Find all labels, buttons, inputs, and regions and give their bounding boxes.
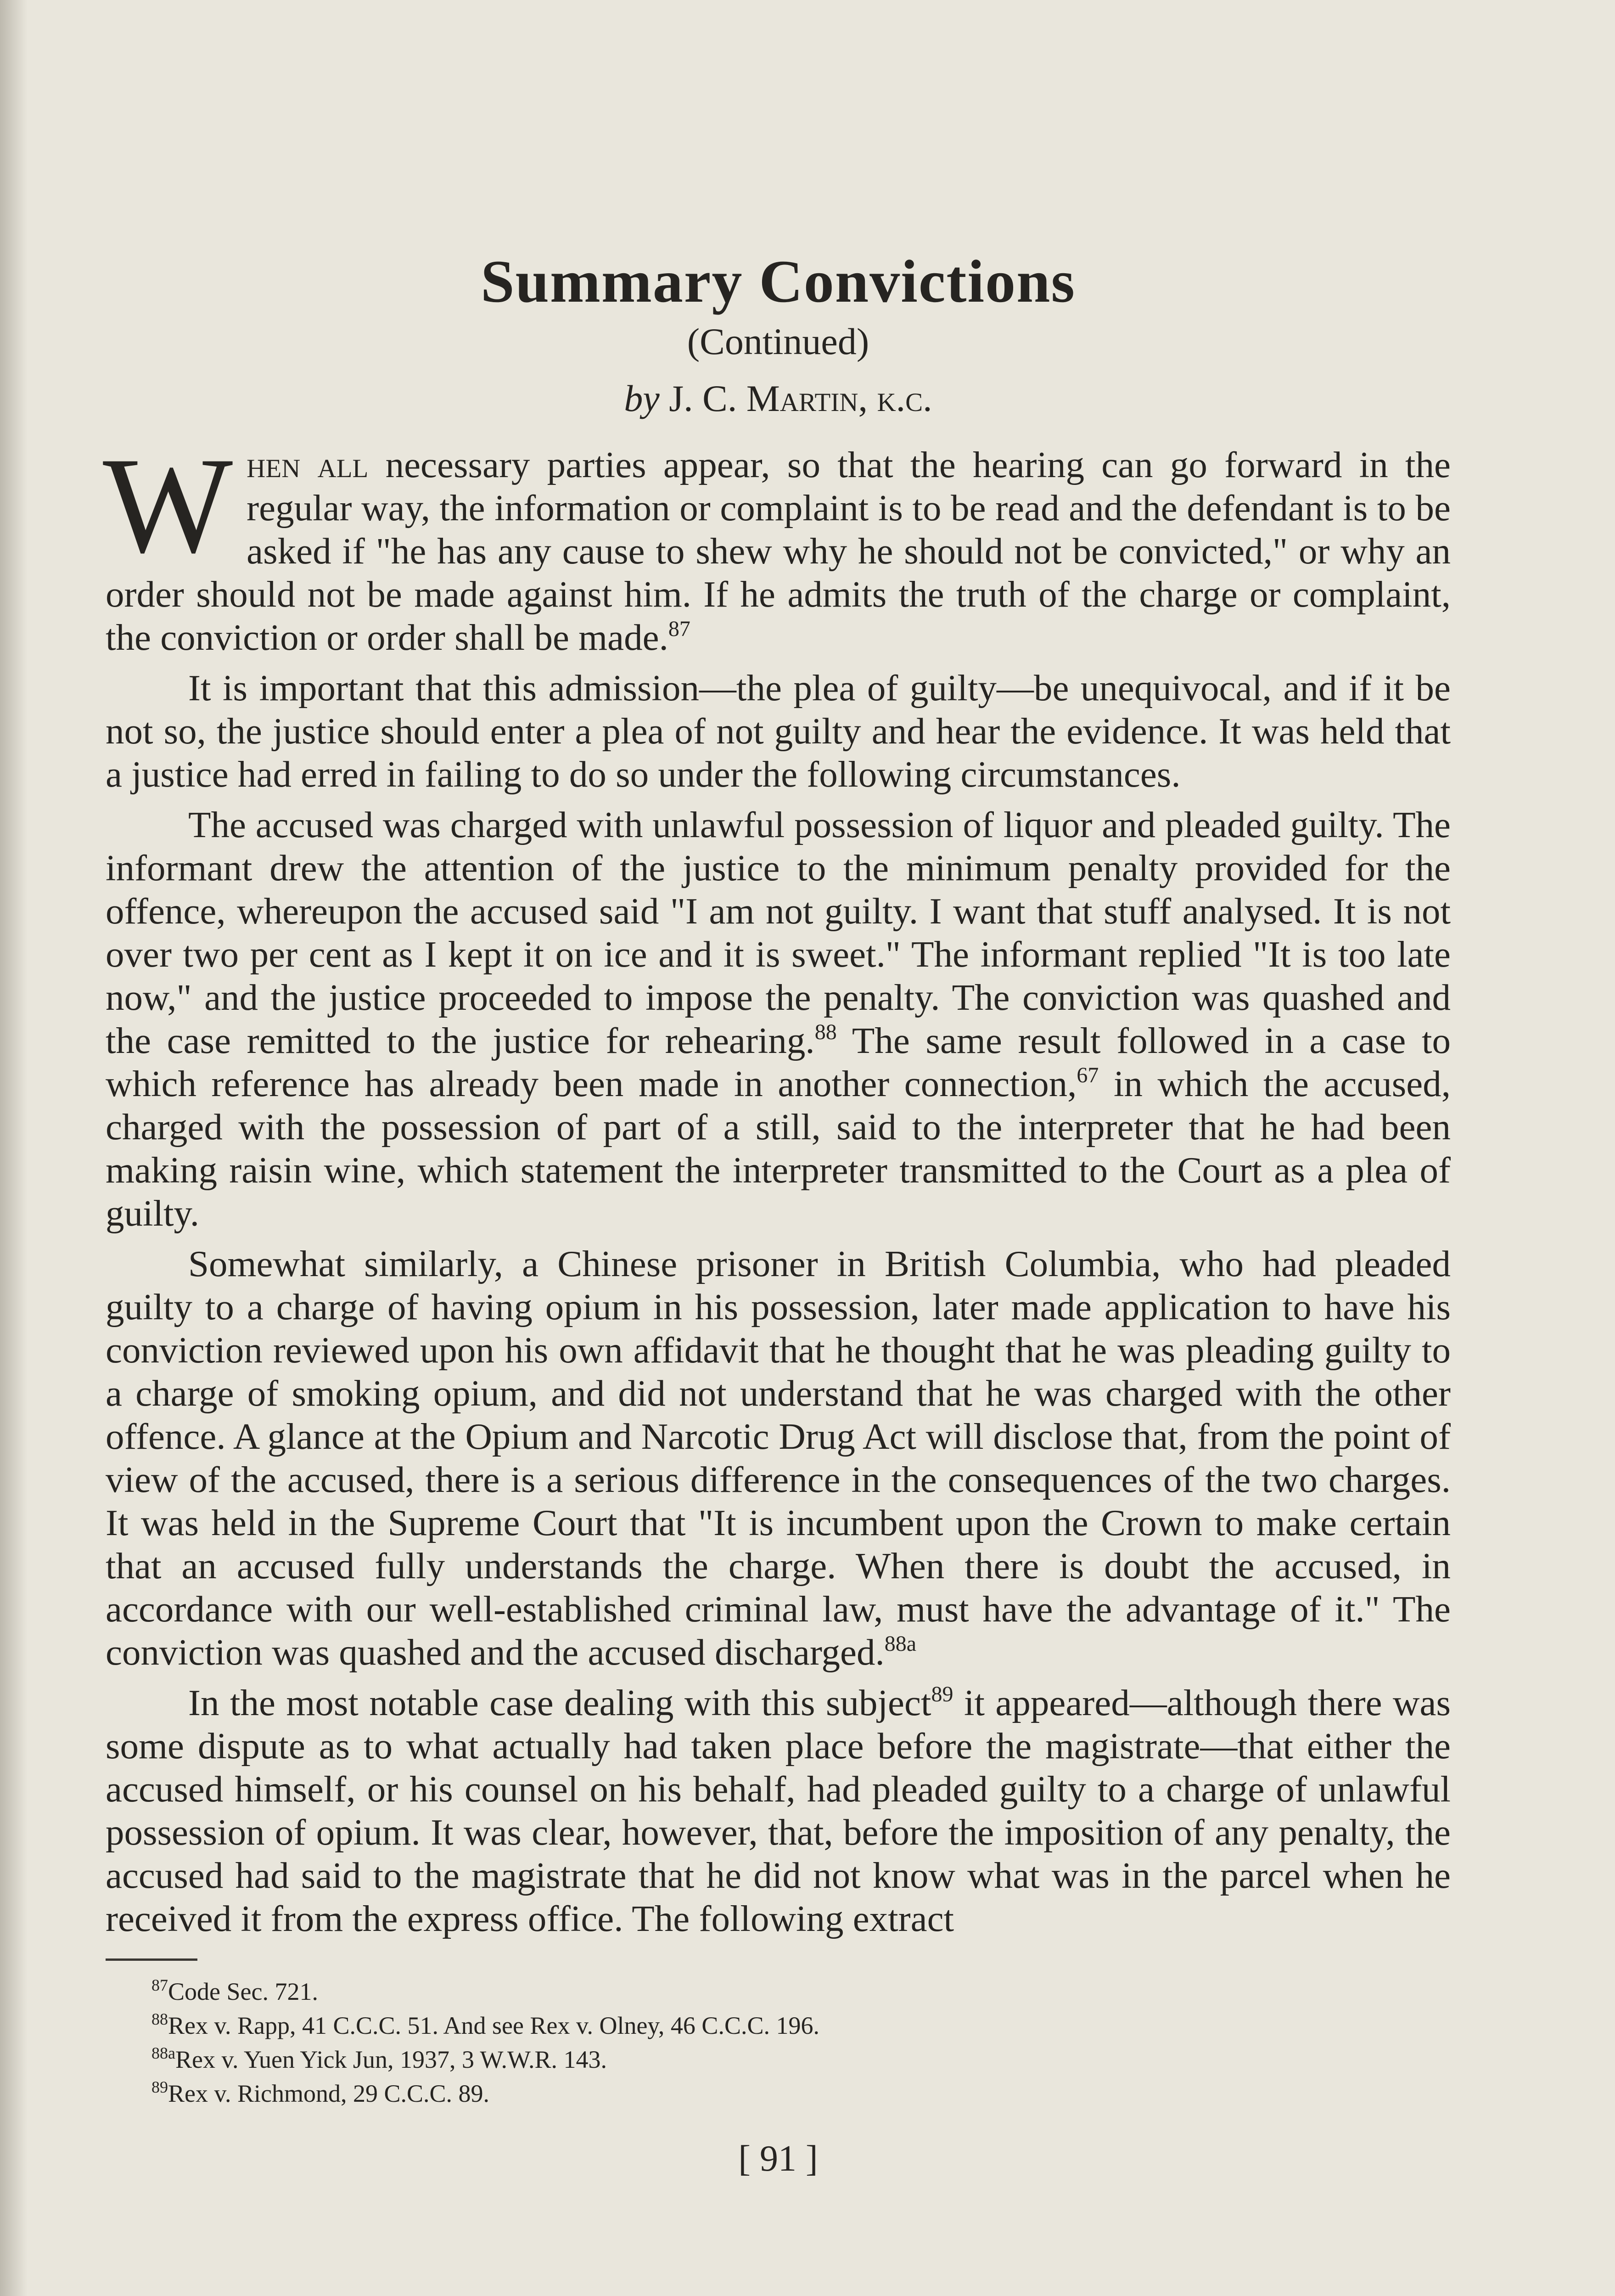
footnote-text: Rex v. Yuen Yick Jun, 1937, 3 W.W.R. 143. xyxy=(175,2046,607,2074)
document-page xyxy=(103,216,1451,2180)
footnote-rule xyxy=(106,1958,197,1961)
article-subtitle: (Continued) xyxy=(687,321,869,363)
footnote-text: Code Sec. 721. xyxy=(168,1978,318,2006)
article-title: Summary Convictions xyxy=(481,248,1076,315)
footnote-ref: 88 xyxy=(814,1020,837,1045)
paragraph-4 xyxy=(106,1242,1451,1674)
article-body xyxy=(103,429,1451,1940)
footnote-ref: 87 xyxy=(668,617,690,642)
footnotes xyxy=(106,1975,1451,2110)
footnote-mark: 87 xyxy=(151,1976,168,1995)
paragraph-5 xyxy=(106,1681,1451,1940)
footnote-text: Rex v. Richmond, 29 C.C.C. 89. xyxy=(168,2080,490,2108)
footnote-ref: 89 xyxy=(931,1682,953,1707)
page-number: [ 91 ] xyxy=(738,2138,818,2179)
lead-in: hen all xyxy=(247,444,369,486)
paragraph-3-text-a: The accused was charged with unlawful possession of liquor and pleaded guilty. The informant drew the attention of the justice to the minimum penalty provided for the offence, whereupon the accused said "I am not guilty. I want that stuff analysed. It is not over two per cent as I kept it on ice and it is sweet." The informant replied "It is too late now," and the justice proceeded to impose the penalty. The conviction was quashed and the case remitted to the justice for rehearing. xyxy=(106,804,1451,1062)
footnote-ref: 67 xyxy=(1077,1063,1099,1088)
paragraph-5-text-b: it appeared—although there was some dispute as to what actually had taken place before the magistrate—that either the accused himself, or his counsel on his behalf, had pleaded guilty to a charge of unlawful possession of opium. It was clear, however, that, before the imposition of any penalty, the accused had said to the magistrate that he did not know what was in the parcel when he received it from the express office. The following extract xyxy=(106,1682,1451,1940)
drop-cap: W xyxy=(103,429,233,582)
footnote-text: Rex v. Rapp, 41 C.C.C. 51. And see Rex v. Olney, 46 C.C.C. 196. xyxy=(168,2012,819,2040)
footnote-mark: 88a xyxy=(151,2044,175,2063)
paragraph-3-text-b: The same result followed in a case to which reference has already been made in another connection, xyxy=(106,1020,1451,1105)
author-name: J. C. Martin, k.c. xyxy=(669,377,932,420)
paragraph-5-text-a: In the most notable case dealing with this subject xyxy=(188,1682,931,1724)
paragraph-4-text: Somewhat similarly, a Chinese prisoner in British Columbia, who had pleaded guilty to a charge of having opium in his possession, later made application to have his conviction reviewed upon his own affidavit that he thought that he was pleading guilty to a charge of smoking opium, and did not understand that he was charged with the other offence. A glance at the Opium and Narcotic Drug Act will disclose that, from the point of view of the accused, there is a serious difference in the consequences of the two charges. It was held in the Supreme Court that "It is incumbent upon the Crown to make certain that an accused fully understands the charge. When there is doubt the accused, in accordance with our well-established criminal law, must have the advantage of it." The conviction was quashed and the accused discharged. xyxy=(106,1243,1451,1673)
footnote xyxy=(106,2077,1451,2110)
binding-shadow xyxy=(0,0,28,2296)
footnote-ref: 88a xyxy=(884,1632,917,1656)
footnote-mark: 89 xyxy=(151,2078,168,2097)
paragraph-1 xyxy=(103,429,1451,659)
footnote xyxy=(106,2043,1451,2077)
paragraph-3 xyxy=(106,803,1451,1235)
paragraph-1-text: necessary parties appear, so that the hearing can go forward in the regular way, the information or complaint is to be read and the defendant is to be asked if "he has any cause to shew why he should not be convicted," or why an order should not be made against him. If he admits the truth of the charge or complaint, the conviction or order shall be made. xyxy=(106,444,1451,658)
paragraph-2: It is important that this admission—the plea of guilty—be unequivocal, and if it be not so, the justice should enter a plea of not guilty and hear the evidence. It was held that a justice had erred in failing to do so under the following circumstances. xyxy=(106,667,1451,795)
paragraph-3-text-c: in which the accused, charged with the possession of part of a still, said to the interpreter that he had been making raisin wine, which statement the interpreter transmitted to the Court as a plea of guilty. xyxy=(106,1063,1451,1234)
footnote xyxy=(106,2009,1451,2043)
byline xyxy=(106,377,1451,420)
byline-by: by xyxy=(624,377,660,420)
footnote-mark: 88 xyxy=(151,2010,168,2029)
footnote xyxy=(106,1975,1451,2009)
